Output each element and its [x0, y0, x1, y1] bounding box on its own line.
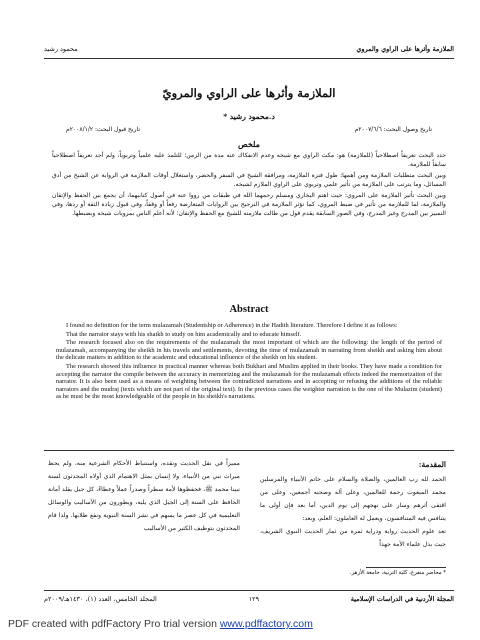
english-abstract-paragraph: The research showed this influence in practical manner whereas both Bukhari and Muslim applied in their books. They have made a condition for accepting the narrator the compile between the accuracy in memorizing and the mulazamah for the mulazamah effects indeed the memorization of the narrator. It is also been used as a means of weighting between the contradicted narrations and in accepting or refusing the additions of the reliable narrators and the mudraj (texts which are not part of the original text). In the previous cases the weighter narration is the one of the Mulazim (student) as he must be the most knowledgeable of the people in his sheikh's narrations. [56, 362, 442, 401]
footer-rule [44, 590, 454, 591]
arabic-abstract [52, 152, 446, 221]
running-header [44, 42, 454, 56]
arabic-abstract-paragraph: حدد البحث تعريفاً اصطلاحياً (للملازمة) هو: مكث الراوي مع شيخه وعدم الانفكاك عنه مدة من الزمن؛ للتلمذ عليه علمياً وتربوياً، ولم أجد تعريفاً اصطلاحياً سابقاً للملازمة. [52, 152, 446, 168]
introduction-paragraph: الحمد لله رب العالمين، والصلاة والسلام على خاتم الأنبياء والمرسلين محمد المبعوث رحمة للعالمين، وعلى آله وصحبه أجمعين، وعلى من اقتفى أثرهم وسار على نهجهم إلى يوم الدين، أما بعد فإن أولى ما يتنافس فيه المتنافسون، ويعمل له العاملون: العلم، وبعد: [260, 476, 446, 522]
watermark-link[interactable]: www.pdffactory.com [219, 618, 313, 630]
article-title: الملازمة وأثرها على الراوي والمرويّ [162, 86, 336, 100]
journal-page [44, 40, 454, 608]
arabic-abstract-paragraph: وبين البحث متطلبات الملازمة ومن أهمها: طول فترة الملازمة، ومرافقة الشيخ في السفر والحضر، واستغلال أوقات الملازمة في الرواية عن الشيخ من أدق المسائل، وما يترتب على الملازمة من تأثير علمي وتربوي على الراوي الملازم لشيخه. [52, 172, 446, 188]
section-rule [44, 450, 454, 451]
introduction-heading: المقدمة: [418, 460, 446, 469]
page-footer [44, 592, 454, 606]
arabic-abstract-paragraph: وبين البحث تأثير الملازمة على المروي: حيث اهتم البخاري ومسلم رحمهما الله في طبقات من رووا عنه في أصول كتابيهما، أن يجمع بين الحفظ والإتقان والملازمة، لما للملازمة من تأثير في ضبط المروي، كما تؤثر الملازمة في الترجيح بين الروايات المتعارضة رفعاً أو وقفاً، وفي قبول زيادة الثقة أو ردها، وفي التمييز بين المدرج وغير المدرج، وفي الصور السابقة يقدم قول من طالت ملازمته للشيخ مع الحفظ والإتقان؛ لأنه أعلم الناس بمرويات شيخه وبضبطها. [52, 192, 446, 217]
submission-dates [66, 126, 432, 133]
article-author: د.محمود رشيد * [223, 112, 275, 121]
header-rule [44, 58, 454, 59]
running-title: الملازمة وأثرها على الراوي والمروي [356, 45, 454, 53]
english-abstract-paragraph: I found no definition for the term mulazamah (Studentship or Adherence) in the Hadith literature. Therefore I define it as follows: [66, 322, 398, 329]
english-abstract-heading: Abstract [229, 304, 269, 315]
english-abstract [56, 322, 442, 402]
accepted-date: تاريخ قبول البحث: ٢٠٠٨/١/٢م [66, 126, 140, 133]
author-footnote: * محاضر متفرغ، كلية التربية، جامعة الأزهر. [349, 570, 446, 576]
introduction-right-column [260, 473, 446, 551]
arabic-abstract-heading: ملخص [238, 139, 260, 149]
page-number: ١٢٩ [248, 595, 260, 603]
journal-name: المجلة الأردنية في الدراسات الإسلامية [350, 595, 454, 603]
english-abstract-paragraph: The research focused also on the requirements of the mulazamah the most important of which are the following: the length of the period of mulazamah, accompanying the sheikh in his travels and settlements, devoting the time of mulazamah in narrating from sheikh and asking him about the delicate matters in addition to the academic and educational influence of the sheikh on his student. [56, 339, 442, 362]
running-author: محمود رشيد [44, 45, 78, 53]
introduction-paragraph: تعد علوم الحديث رواية ودراية ثمرة من ثمار الحديث النبوي الشريف، حيث بذل علماء الأمة جهداً [260, 528, 446, 548]
received-date: تاريخ وصول البحث: ٢٠٠٧/٦/٦م [354, 126, 432, 133]
english-abstract-paragraph: That the narrator stays with his shaikh to study on him academically and to educate himself. [66, 330, 302, 338]
introduction-paragraph: مميزاً في نقل الحديث ونقده، واستنباط الأحكام الشرعية منه، ولم يحظ ميراث نبي من الأنبياء، ولا إنسان بمثل الاهتمام الذي أولاه المحدثون لسنة نبينا محمد ﷺ، فحفظوها لأمة سطراً وصدراً عملاً وعطاءً، كل جيل يقلد أمانة الحافظ على السنة إلى الجيل الذي يليه، ويطورون من الأساليب والوسائل التعليمية في كل عصر ما يسهم في نشر السنة النبوية ونفع طلابها. ولذا قام المحدثون بتوظيف الكثير من الأساليب [48, 460, 240, 532]
footnote-rule [366, 567, 446, 568]
pdf-watermark [8, 618, 313, 630]
introduction-left-column [48, 457, 240, 535]
watermark-text: PDF created with pdfFactory Pro trial version [8, 618, 217, 630]
issue-info: المجلد الخامس، العدد (١)، ١٤٣٠هـ/٢٠٠٩م [44, 595, 157, 603]
